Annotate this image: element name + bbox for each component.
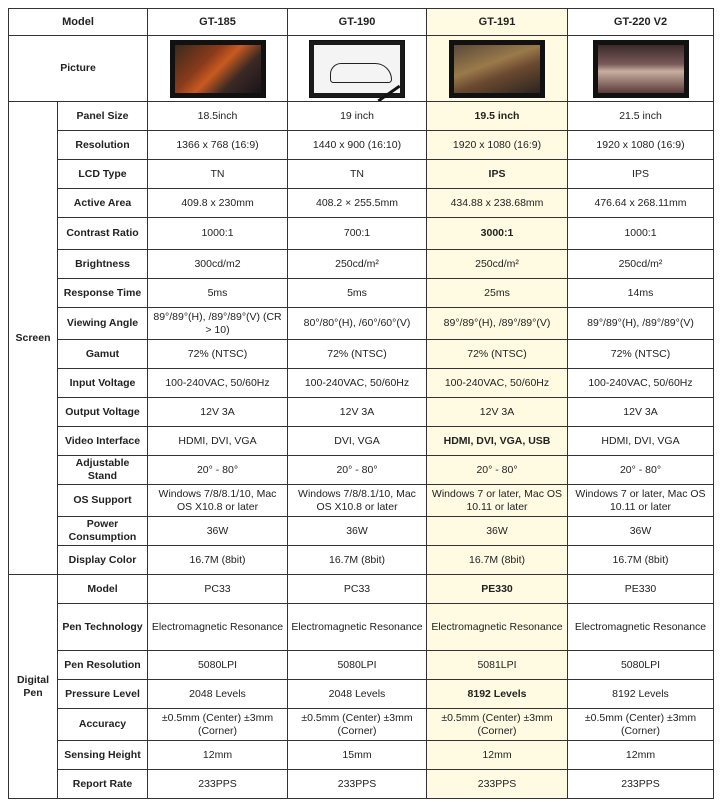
pen-label-sensing-height: Sensing Height [58, 741, 148, 770]
screen-row-gamut [9, 340, 714, 369]
screen-row-active-area [9, 189, 714, 218]
screen-value-lcd-type-gt191: IPS [427, 160, 568, 189]
screen-value-lcd-type-gt190: TN [288, 160, 427, 189]
pen-value-sensing-height-gt220v2: 12mm [568, 741, 714, 770]
pen-label-model: Model [58, 575, 148, 604]
screen-label-brightness: Brightness [58, 250, 148, 279]
pen-row-report-rate [9, 770, 714, 799]
pen-value-report-rate-gt190: 233PPS [288, 770, 427, 799]
screen-value-response-time-gt190: 5ms [288, 279, 427, 308]
screen-label-adjustable-stand: Adjustable Stand [58, 456, 148, 485]
screen-value-panel-size-gt220v2: 21.5 inch [568, 102, 714, 131]
pen-row-sensing-height [9, 741, 714, 770]
screen-row-response-time [9, 279, 714, 308]
drawing-display-warrior-art-icon [449, 40, 545, 98]
screen-value-display-color-gt190: 16.7M (8bit) [288, 546, 427, 575]
screen-value-display-color-gt220v2: 16.7M (8bit) [568, 546, 714, 575]
screen-label-video-interface: Video Interface [58, 427, 148, 456]
screen-value-video-interface-gt185: HDMI, DVI, VGA [148, 427, 288, 456]
screen-value-brightness-gt190: 250cd/m² [288, 250, 427, 279]
screen-value-display-color-gt185: 16.7M (8bit) [148, 546, 288, 575]
pen-row-pen-resolution [9, 651, 714, 680]
pen-value-pen-technology-gt191: Electromagnetic Resonance [427, 604, 568, 651]
pen-row-pen-technology [9, 604, 714, 651]
screen-value-power-consumption-gt220v2: 36W [568, 517, 714, 546]
screen-label-lcd-type: LCD Type [58, 160, 148, 189]
screen-group-label: Screen [9, 102, 58, 575]
pen-value-pressure-level-gt191: 8192 Levels [427, 680, 568, 709]
screen-label-viewing-angle: Viewing Angle [58, 308, 148, 340]
pen-value-accuracy-gt220v2: ±0.5mm (Center) ±3mm (Corner) [568, 709, 714, 741]
screen-label-gamut: Gamut [58, 340, 148, 369]
picture-cell-gt185 [148, 36, 288, 102]
pen-label-pen-resolution: Pen Resolution [58, 651, 148, 680]
pen-value-pressure-level-gt190: 2048 Levels [288, 680, 427, 709]
screen-value-display-color-gt191: 16.7M (8bit) [427, 546, 568, 575]
screen-value-brightness-gt220v2: 250cd/m² [568, 250, 714, 279]
pen-value-model-gt220v2: PE330 [568, 575, 714, 604]
screen-value-viewing-angle-gt185: 89°/89°(H), /89°/89°(V) (CR > 10) [148, 308, 288, 340]
picture-cell-gt220v2 [568, 36, 714, 102]
pen-value-pen-resolution-gt185: 5080LPI [148, 651, 288, 680]
screen-row-brightness [9, 250, 714, 279]
screen-value-active-area-gt191: 434.88 x 238.68mm [427, 189, 568, 218]
drawing-display-car-sketch-icon [309, 40, 405, 98]
screen-row-viewing-angle [9, 308, 714, 340]
pen-value-pen-resolution-gt190: 5080LPI [288, 651, 427, 680]
screen-value-resolution-gt190: 1440 x 900 (16:10) [288, 131, 427, 160]
drawing-display-character-art-icon [593, 40, 689, 98]
screen-value-gamut-gt220v2: 72% (NTSC) [568, 340, 714, 369]
screen-value-gamut-gt185: 72% (NTSC) [148, 340, 288, 369]
screen-value-input-voltage-gt191: 100-240VAC, 50/60Hz [427, 369, 568, 398]
screen-value-resolution-gt191: 1920 x 1080 (16:9) [427, 131, 568, 160]
pen-value-sensing-height-gt190: 15mm [288, 741, 427, 770]
screen-value-gamut-gt190: 72% (NTSC) [288, 340, 427, 369]
pen-value-report-rate-gt185: 233PPS [148, 770, 288, 799]
screen-value-input-voltage-gt190: 100-240VAC, 50/60Hz [288, 369, 427, 398]
screen-label-resolution: Resolution [58, 131, 148, 160]
screen-value-adjustable-stand-gt185: 20° - 80° [148, 456, 288, 485]
screen-value-power-consumption-gt191: 36W [427, 517, 568, 546]
model-name-gt190: GT-190 [288, 9, 427, 36]
screen-value-resolution-gt185: 1366 x 768 (16:9) [148, 131, 288, 160]
picture-cell-gt191 [427, 36, 568, 102]
pen-value-accuracy-gt190: ±0.5mm (Center) ±3mm (Corner) [288, 709, 427, 741]
screen-value-contrast-ratio-gt185: 1000:1 [148, 218, 288, 250]
pen-label-pen-technology: Pen Technology [58, 604, 148, 651]
drawing-display-fantasy-art-icon [170, 40, 266, 98]
header-row [9, 9, 714, 36]
pen-row-accuracy [9, 709, 714, 741]
pen-value-pen-technology-gt185: Electromagnetic Resonance [148, 604, 288, 651]
screen-label-response-time: Response Time [58, 279, 148, 308]
screen-label-active-area: Active Area [58, 189, 148, 218]
pen-label-report-rate: Report Rate [58, 770, 148, 799]
screen-label-output-voltage: Output Voltage [58, 398, 148, 427]
screen-row-contrast-ratio [9, 218, 714, 250]
screen-row-lcd-type [9, 160, 714, 189]
screen-value-adjustable-stand-gt220v2: 20° - 80° [568, 456, 714, 485]
model-name-gt220v2: GT-220 V2 [568, 9, 714, 36]
screen-value-contrast-ratio-gt191: 3000:1 [427, 218, 568, 250]
screen-value-input-voltage-gt220v2: 100-240VAC, 50/60Hz [568, 369, 714, 398]
screen-value-os-support-gt190: Windows 7/8/8.1/10, Mac OS X10.8 or later [288, 485, 427, 517]
screen-value-os-support-gt220v2: Windows 7 or later, Mac OS 10.11 or later [568, 485, 714, 517]
model-header-label: Model [9, 9, 148, 36]
pen-value-pen-technology-gt190: Electromagnetic Resonance [288, 604, 427, 651]
screen-row-os-support [9, 485, 714, 517]
screen-value-output-voltage-gt190: 12V 3A [288, 398, 427, 427]
screen-value-video-interface-gt191: HDMI, DVI, VGA, USB [427, 427, 568, 456]
screen-value-panel-size-gt190: 19 inch [288, 102, 427, 131]
spec-comparison-table [8, 8, 714, 799]
screen-label-display-color: Display Color [58, 546, 148, 575]
screen-row-resolution [9, 131, 714, 160]
pen-row-model [9, 575, 714, 604]
screen-value-viewing-angle-gt190: 80°/80°(H), /60°/60°(V) [288, 308, 427, 340]
pen-label-pressure-level: Pressure Level [58, 680, 148, 709]
spec-comparison-container [8, 8, 714, 799]
screen-label-contrast-ratio: Contrast Ratio [58, 218, 148, 250]
pen-value-report-rate-gt191: 233PPS [427, 770, 568, 799]
screen-value-input-voltage-gt185: 100-240VAC, 50/60Hz [148, 369, 288, 398]
pen-group-label: Digital Pen [9, 575, 58, 799]
model-name-gt191: GT-191 [427, 9, 568, 36]
screen-label-input-voltage: Input Voltage [58, 369, 148, 398]
screen-value-viewing-angle-gt191: 89°/89°(H), /89°/89°(V) [427, 308, 568, 340]
screen-value-video-interface-gt190: DVI, VGA [288, 427, 427, 456]
pen-value-model-gt185: PC33 [148, 575, 288, 604]
model-name-gt185: GT-185 [148, 9, 288, 36]
screen-value-lcd-type-gt185: TN [148, 160, 288, 189]
pen-value-pen-technology-gt220v2: Electromagnetic Resonance [568, 604, 714, 651]
screen-row-input-voltage [9, 369, 714, 398]
pen-value-report-rate-gt220v2: 233PPS [568, 770, 714, 799]
screen-value-lcd-type-gt220v2: IPS [568, 160, 714, 189]
pen-value-sensing-height-gt191: 12mm [427, 741, 568, 770]
screen-value-power-consumption-gt185: 36W [148, 517, 288, 546]
screen-value-contrast-ratio-gt220v2: 1000:1 [568, 218, 714, 250]
screen-value-output-voltage-gt191: 12V 3A [427, 398, 568, 427]
screen-row-output-voltage [9, 398, 714, 427]
screen-row-panel-size [9, 102, 714, 131]
picture-cell-gt190 [288, 36, 427, 102]
screen-value-panel-size-gt191: 19.5 inch [427, 102, 568, 131]
screen-value-resolution-gt220v2: 1920 x 1080 (16:9) [568, 131, 714, 160]
screen-value-brightness-gt191: 250cd/m² [427, 250, 568, 279]
screen-value-brightness-gt185: 300cd/m2 [148, 250, 288, 279]
screen-value-os-support-gt185: Windows 7/8/8.1/10, Mac OS X10.8 or later [148, 485, 288, 517]
screen-value-gamut-gt191: 72% (NTSC) [427, 340, 568, 369]
pen-value-pressure-level-gt220v2: 8192 Levels [568, 680, 714, 709]
pen-value-pen-resolution-gt191: 5081LPI [427, 651, 568, 680]
screen-value-output-voltage-gt185: 12V 3A [148, 398, 288, 427]
pen-row-pressure-level [9, 680, 714, 709]
pen-value-pen-resolution-gt220v2: 5080LPI [568, 651, 714, 680]
screen-value-active-area-gt190: 408.2 × 255.5mm [288, 189, 427, 218]
screen-value-response-time-gt185: 5ms [148, 279, 288, 308]
screen-value-power-consumption-gt190: 36W [288, 517, 427, 546]
screen-row-power-consumption [9, 517, 714, 546]
screen-value-adjustable-stand-gt191: 20° - 80° [427, 456, 568, 485]
screen-label-os-support: OS Support [58, 485, 148, 517]
screen-value-panel-size-gt185: 18.5inch [148, 102, 288, 131]
screen-label-panel-size: Panel Size [58, 102, 148, 131]
screen-row-video-interface [9, 427, 714, 456]
screen-value-contrast-ratio-gt190: 700:1 [288, 218, 427, 250]
screen-value-active-area-gt220v2: 476.64 x 268.11mm [568, 189, 714, 218]
screen-row-adjustable-stand [9, 456, 714, 485]
picture-header-label: Picture [9, 36, 148, 102]
screen-value-adjustable-stand-gt190: 20° - 80° [288, 456, 427, 485]
screen-label-power-consumption: Power Consumption [58, 517, 148, 546]
pen-value-accuracy-gt191: ±0.5mm (Center) ±3mm (Corner) [427, 709, 568, 741]
pen-label-accuracy: Accuracy [58, 709, 148, 741]
screen-value-os-support-gt191: Windows 7 or later, Mac OS 10.11 or later [427, 485, 568, 517]
pen-value-model-gt191: PE330 [427, 575, 568, 604]
screen-value-response-time-gt191: 25ms [427, 279, 568, 308]
pen-value-pressure-level-gt185: 2048 Levels [148, 680, 288, 709]
pen-value-accuracy-gt185: ±0.5mm (Center) ±3mm (Corner) [148, 709, 288, 741]
picture-row [9, 36, 714, 102]
screen-value-output-voltage-gt220v2: 12V 3A [568, 398, 714, 427]
pen-value-model-gt190: PC33 [288, 575, 427, 604]
screen-value-viewing-angle-gt220v2: 89°/89°(H), /89°/89°(V) [568, 308, 714, 340]
screen-value-response-time-gt220v2: 14ms [568, 279, 714, 308]
pen-value-sensing-height-gt185: 12mm [148, 741, 288, 770]
screen-value-active-area-gt185: 409.8 x 230mm [148, 189, 288, 218]
screen-row-display-color [9, 546, 714, 575]
screen-value-video-interface-gt220v2: HDMI, DVI, VGA [568, 427, 714, 456]
